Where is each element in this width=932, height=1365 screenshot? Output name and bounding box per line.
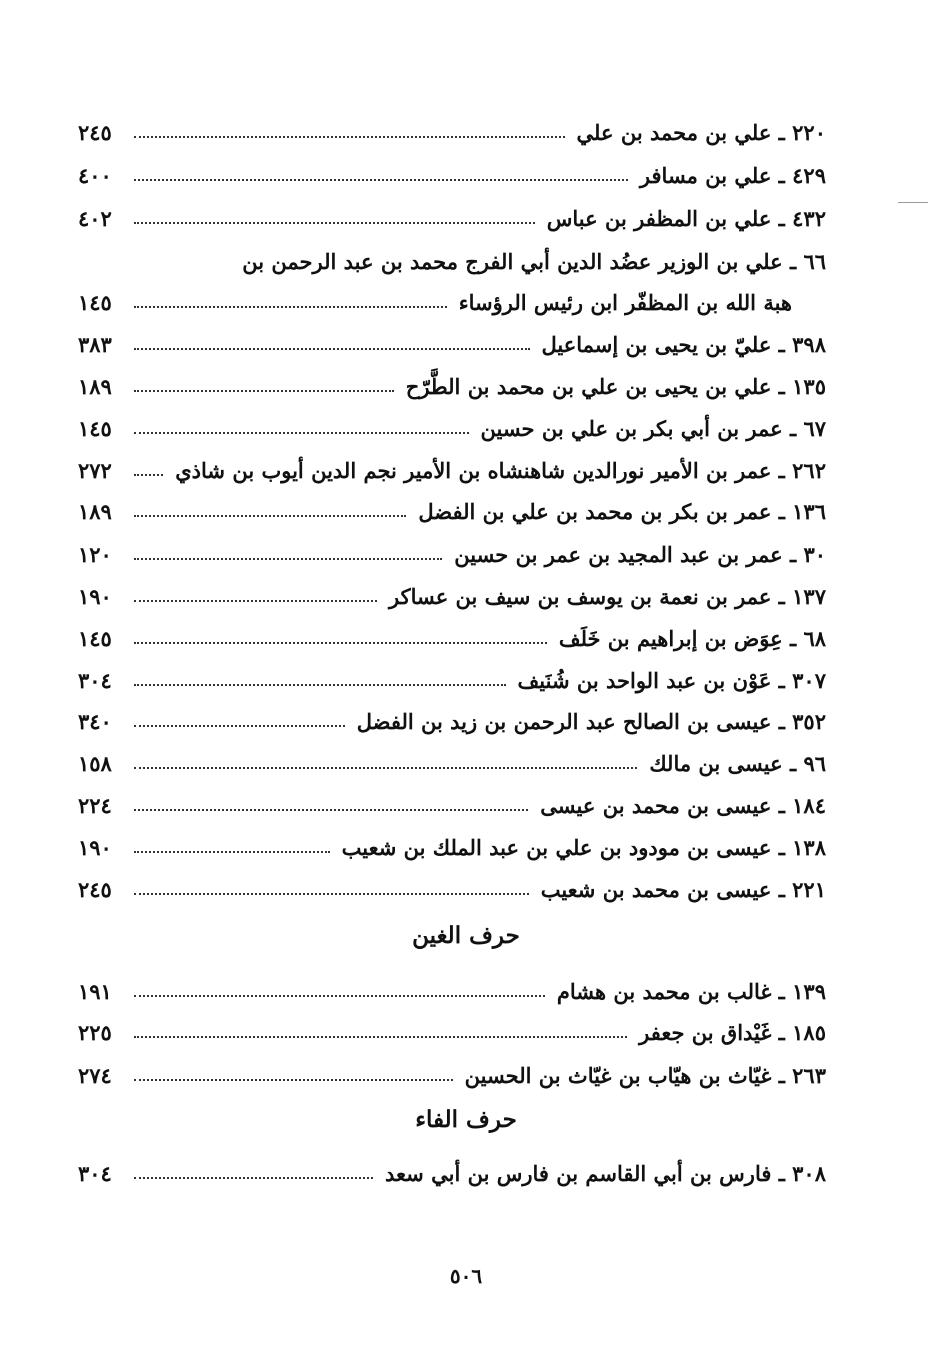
page-number: ٢٧٢ <box>78 457 112 483</box>
page-folio: ٥٠٦ <box>449 1264 483 1288</box>
index-entry <box>78 971 826 1011</box>
page-number: ١٨٩ <box>78 498 112 524</box>
entry-name: ١٣٥ ـ علي بن يحيى بن علي بن محمد بن الطَّرّح <box>405 373 826 399</box>
index-entry <box>78 618 826 658</box>
dot-leader <box>134 432 469 434</box>
entry-name: ٢٦٣ ـ غيّاث بن هيّاب بن غيّاث بن الحسين <box>464 1062 826 1088</box>
index-entry <box>78 785 826 825</box>
dot-leader <box>134 558 442 560</box>
dot-leader <box>134 851 330 853</box>
index-entry <box>78 1055 826 1095</box>
page-number: ١٤٥ <box>78 289 112 315</box>
page-number: ١٩١ <box>78 978 112 1004</box>
dot-leader <box>134 684 506 686</box>
dot-leader <box>134 893 529 895</box>
dot-leader <box>134 767 637 769</box>
dot-leader <box>134 642 547 644</box>
dot-leader <box>134 136 565 138</box>
entry-name: ٣٥٢ ـ عيسى بن الصالح عبد الرحمن بن زيد بن الفضل <box>356 708 826 734</box>
index-entry <box>78 534 826 574</box>
index-entry-continued <box>78 241 826 281</box>
entry-name: ١٣٩ ـ غالب بن محمد بن هشام <box>556 978 826 1004</box>
page-number: ٣٠٤ <box>78 667 112 693</box>
entry-name: ٢٦٢ ـ عمر بن الأمير نورالدين شاهنشاه بن الأمير نجم الدين أيوب بن شاذي <box>175 457 826 483</box>
entry-name: ٣٠٨ ـ فارس بن أبي القاسم بن فارس بن أبي سعد <box>385 1160 826 1186</box>
entry-name: ١٣٦ ـ عمر بن بكر بن محمد بن علي بن الفضل <box>418 498 826 524</box>
index-entry-continuation <box>78 282 826 322</box>
entry-name: ٣٠ ـ عمر بن عبد المجيد بن عمر بن حسين <box>454 541 826 567</box>
page-number: ٤٠٢ <box>78 205 112 231</box>
index-entry <box>78 112 826 152</box>
margin-mark <box>898 202 928 203</box>
page-number: ٣٤٠ <box>78 708 112 734</box>
dot-leader <box>134 179 628 181</box>
index-entry <box>78 743 826 783</box>
page-number: ٢٢٥ <box>78 1019 112 1045</box>
entry-name: هبة الله بن المظفّر ابن رئيس الرؤساء <box>458 289 792 315</box>
page-number: ٣٠٤ <box>78 1160 112 1186</box>
page-number: ١٥٨ <box>78 750 112 776</box>
section-heading-faa: حرف الفاء <box>415 1106 517 1133</box>
entry-name: ٦٧ ـ عمر بن أبي بكر بن علي بن حسين <box>480 415 826 441</box>
entry-name: ١٨٥ ـ غَيْداق بن جعفر <box>639 1019 826 1045</box>
entry-name: ٦٨ ـ عِوَض بن إبراهيم بن خَلَف <box>558 625 826 651</box>
page-number: ١٢٠ <box>78 541 112 567</box>
index-entry <box>78 198 826 238</box>
page-number: ١٩٠ <box>78 834 112 860</box>
entry-name: ٤٢٩ ـ علي بن مسافر <box>639 162 826 188</box>
section-heading-ghain: حرف الغين <box>412 922 520 949</box>
page-number: ١٩٠ <box>78 583 112 609</box>
index-entry <box>78 701 826 741</box>
entry-name: ٣٠٧ ـ عَوْن بن عبد الواحد بن شُنَيف <box>517 667 826 693</box>
index-entry <box>78 491 826 531</box>
entry-name: ١٣٨ ـ عيسى بن مودود بن علي بن عبد الملك بن شعيب <box>341 834 826 860</box>
page-number: ٢٤٥ <box>78 119 112 145</box>
dot-leader <box>134 725 345 727</box>
page-number: ٢٢٤ <box>78 792 112 818</box>
index-entry <box>78 827 826 867</box>
index-entry <box>78 1012 826 1052</box>
page-number: ١٨٩ <box>78 373 112 399</box>
index-entry <box>78 576 826 616</box>
page-number: ١٤٥ <box>78 415 112 441</box>
index-entry <box>78 450 826 490</box>
page-number: ٤٠٠ <box>78 162 112 188</box>
page-number: ١٤٥ <box>78 625 112 651</box>
dot-leader <box>134 1036 627 1038</box>
page-number: ٢٧٤ <box>78 1062 112 1088</box>
index-entry <box>78 660 826 700</box>
entry-name: ٤٣٢ ـ علي بن المظفر بن عباس <box>546 205 826 231</box>
entry-name: ٢٢٠ ـ علي بن محمد بن علي <box>576 119 826 145</box>
page-number: ٢٤٥ <box>78 876 112 902</box>
entry-name: ٩٦ ـ عيسى بن مالك <box>649 750 826 776</box>
index-entry <box>78 155 826 195</box>
index-entry <box>78 1153 826 1193</box>
index-entry <box>78 869 826 909</box>
dot-leader <box>134 1079 453 1081</box>
entry-name: ١٨٤ ـ عيسى بن محمد بن عيسى <box>540 792 826 818</box>
entry-name: ٣٩٨ ـ عليّ بن يحيى بن إسماعيل <box>541 331 826 357</box>
dot-leader <box>134 995 545 997</box>
index-entry <box>78 324 826 364</box>
dot-leader <box>134 222 535 224</box>
dot-leader <box>134 1177 373 1179</box>
page-number: ٣٨٣ <box>78 331 112 357</box>
dot-leader <box>134 474 163 476</box>
entry-name: ١٣٧ ـ عمر بن نعمة بن يوسف بن سيف بن عساكر <box>388 583 826 609</box>
entry-name: ٦٦ ـ علي بن الوزير عضُد الدين أبي الفرج محمد بن عبد الرحمن بن <box>242 248 826 274</box>
index-entry <box>78 366 826 406</box>
dot-leader <box>134 809 528 811</box>
dot-leader <box>134 348 530 350</box>
entry-name: ٢٢١ ـ عيسى بن محمد بن شعيب <box>540 876 826 902</box>
dot-leader <box>134 306 447 308</box>
dot-leader <box>134 390 394 392</box>
index-entry <box>78 408 826 448</box>
dot-leader <box>134 515 406 517</box>
dot-leader <box>134 600 377 602</box>
